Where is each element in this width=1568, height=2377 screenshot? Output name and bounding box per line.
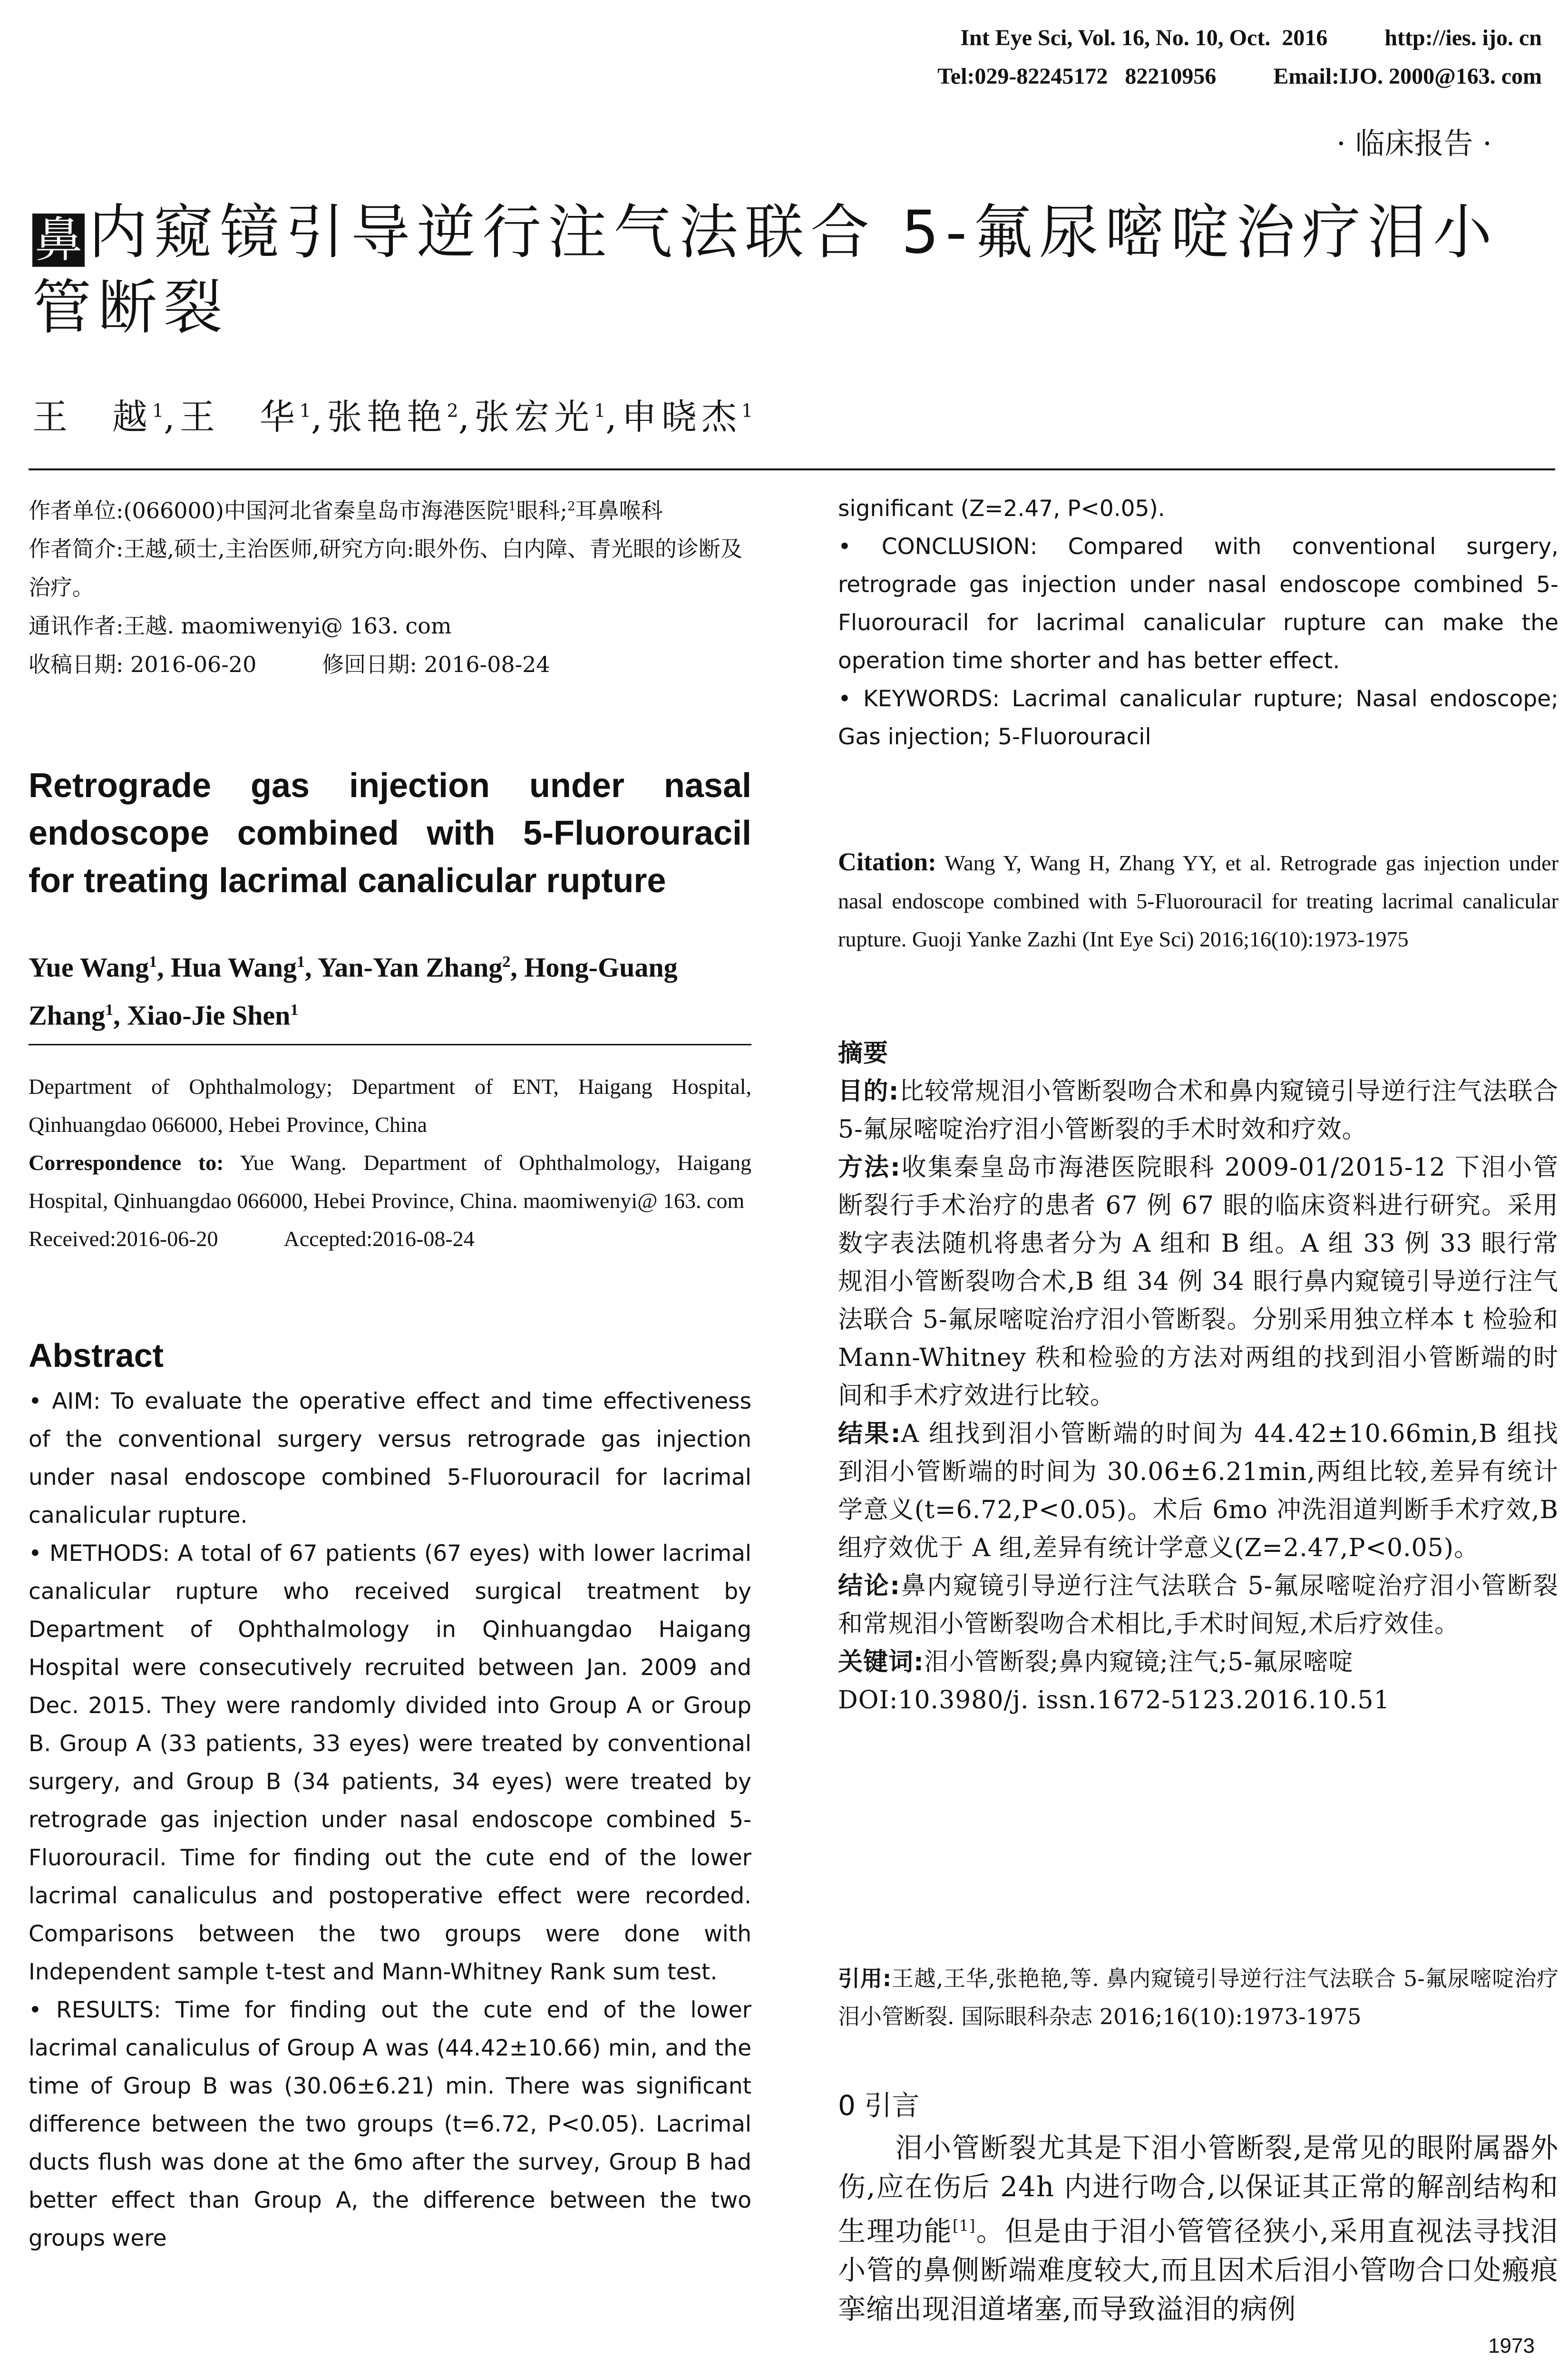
abstract-cn-result: 结果:A 组找到泪小管断端的时间为 44.42±10.66min,B 组找到泪小管断端的时间为 30.06±6.21min,两组比较,差异有统计学意义(t=6.72,P<0.05)。术后 6mo 冲洗泪道判断手术疗效,B 组疗效优于 A 组,差异有统计学意义(Z=2.47,P<0.05)。 bbox=[838, 1420, 1558, 1562]
title-first-char: 鼻 bbox=[32, 214, 85, 267]
abstract-aim: • AIM: To evaluate the operative effect and time effectiveness of the conventional surgery versus retrograde gas injection under nasal endoscope combined 5-Fluorouracil for lacrimal canalicular rupture. bbox=[29, 1388, 751, 1529]
abstract-cn bbox=[838, 1034, 1558, 1719]
intro-paragraph: 泪小管断裂尤其是下泪小管断裂,是常见的眼附属器外伤,应在伤后 24h 内进行吻合,以保证其正常的解剖结构和生理功能[1]。但是由于泪小管管径狭小,采用直视法寻找泪小管的鼻侧断端难度较大,而且因术后泪小管吻合口处瘢痕挛缩出现泪道堵塞,而导致溢泪的病例 bbox=[838, 2132, 1558, 2326]
author-en: Hong-Guang Zhang bbox=[29, 952, 678, 1031]
abstract-results-cont: significant (Z=2.47, P<0.05). bbox=[838, 496, 1165, 522]
intro-ref: [1] bbox=[953, 2217, 976, 2235]
received-en: Received:2016-06-20 Accepted:2016-08-24 bbox=[29, 1227, 475, 1251]
contact-info-line: Tel:029-82245172 82210956 Email:IJO. 2000@163. com bbox=[937, 64, 1542, 89]
correspondence-en: Correspondence to: Yue Wang. Department of Ophthalmology, Haigang Hospital, Qinhuangdao 066000, Hebei Province, China. maomiwenyi@ 163. com bbox=[29, 1150, 751, 1213]
citation-cn bbox=[838, 1959, 1558, 2036]
author-sup: 1 bbox=[741, 400, 753, 421]
abstract-body-right bbox=[838, 490, 1558, 756]
abstract-methods: • METHODS: A total of 67 patients (67 eyes) with lower lacrimal canalicular rupture who received surgical treatment by Department of Ophthalmology in Qinhuangdao Haigang Hospital were consecutively recruited between Jan. 2009 and Dec. 2015. They were randomly divided into Group A or Group B. Group A (33 patients, 33 eyes) were treated by conventional surgery, and Group B (34 patients, 34 eyes) were treated by retrograde gas injection under nasal endoscope combined 5-Fluorouracil. Time for finding out the cute end of the lower lacrimal canaliculus and postoperative effect were recorded. Comparisons between the two groups were done with Independent sample t-test and Mann-Whitney Rank sum test. bbox=[29, 1540, 751, 1985]
abstract-cn-conclusion: 结论:鼻内窥镜引导逆行注气法联合 5-氟尿嘧啶治疗泪小管断裂和常规泪小管断裂吻合术相比,手术时间短,术后疗效佳。 bbox=[838, 1572, 1559, 1638]
abstract-keywords: • KEYWORDS: Lacrimal canalicular rupture; Nasal endoscope; Gas injection; 5-Fluorouracil bbox=[838, 686, 1558, 750]
author-info-cn bbox=[29, 487, 751, 684]
doi: DOI:10.3980/j. issn.1672-5123.2016.10.51 bbox=[838, 1686, 1390, 1715]
journal-info-line: Int Eye Sci, Vol. 16, No. 10, Oct. 2016 http://ies. ijo. cn bbox=[960, 25, 1542, 50]
author-sup: 1 bbox=[299, 400, 311, 421]
abstract-results: • RESULTS: Time for finding out the cute end of the lower lacrimal canaliculus of Group A was (44.42±10.66) min, and the time of Group B was (30.06±6.21) min. There was significant difference between the two groups (t=6.72, P<0.05). Lacrimal ducts flush was done at the 6mo after the survey, Group B had better effect than Group A, the difference between the two groups were bbox=[29, 1997, 751, 2251]
author-cn: 张宏光 bbox=[474, 397, 594, 438]
abstract-cn-keywords: 关键词:泪小管断裂;鼻内窥镜;注气;5-氟尿嘧啶 bbox=[838, 1648, 1354, 1676]
author-en: Yan-Yan Zhang bbox=[317, 952, 503, 983]
affiliation-divider bbox=[29, 1044, 751, 1045]
author-en: Xiao-Jie Shen bbox=[127, 1000, 291, 1031]
dates-cn: 收稿日期: 2016-06-20 修回日期: 2016-08-24 bbox=[29, 652, 550, 678]
abstract-cn-purpose: 目的:比较常规泪小管断裂吻合术和鼻内窥镜引导逆行注气法联合 5-氟尿嘧啶治疗泪小管断裂的手术时效和疗效。 bbox=[838, 1077, 1558, 1144]
abstract-heading: Abstract bbox=[29, 1337, 164, 1374]
author-cn: 王 越 bbox=[32, 397, 152, 438]
affiliation-en: Department of Ophthalmology; Department of ENT, Haigang Hospital, Qinhuangdao 066000, Hebei Province, China bbox=[29, 1074, 751, 1137]
article-title bbox=[32, 195, 1545, 345]
abstract-cn-heading: 摘要 bbox=[838, 1039, 889, 1068]
author-sup: 2 bbox=[447, 400, 458, 421]
section-tag: · 临床报告 · bbox=[1336, 126, 1492, 161]
abstract-body-left bbox=[29, 1383, 751, 2258]
cite-cn-label: 引用: bbox=[838, 1966, 892, 1991]
citation-text: Wang Y, Wang H, Zhang YY, et al. Retrograde gas injection under nasal endoscope combined with 5-Fluorouracil for treating lacrimal canalicular rupture. Guoji Yanke Zazhi (Int Eye Sci) 2016;16(10):1973-1975 bbox=[838, 851, 1559, 951]
author-bio-cn: 作者简介:王越,硕士,主治医师,研究方向:眼外伤、白内障、青光眼的诊断及治疗。 bbox=[29, 536, 742, 601]
citation-label: Citation: bbox=[838, 848, 936, 876]
author-cn: 张艳艳 bbox=[327, 397, 447, 438]
citation-en bbox=[838, 843, 1558, 958]
authors-cn: 王 越$^1$,王 华$^1$,张艳艳$^2$,张宏光$^1$,申晓杰$^1$ bbox=[32, 397, 753, 438]
authors-en: Yue Wang$^1$, Hua Wang$^1$, Yan-Yan Zhang$^2$, Hong-Guang Zhang$^1$, Xiao-Jie Shen$^1$ bbox=[29, 952, 678, 1031]
author-sup: 1 bbox=[594, 400, 606, 421]
abstract-cn-method: 方法:收集秦皇岛市海港医院眼科 2009-01/2015-12 下泪小管断裂行手术治疗的患者 67 例 67 眼的临床资料进行研究。采用数字表法随机将患者分为 A 组和 B 组。A 组 33 例 33 眼行常规泪小管断裂吻合术,B 组 34 例 34 眼行鼻内窥镜引导逆行注气法联合 5-氟尿嘧啶治疗泪小管断裂。分别采用独立样本 t 检验和 Mann-Whitney 秩和检验的方法对两组的找到泪小管断端的时间和手术疗效进行比较。 bbox=[838, 1153, 1558, 1410]
english-title: Retrograde gas injection under nasal endoscope combined with 5-Fluorouracil for treating lacrimal canalicular rupture bbox=[29, 767, 751, 900]
abstract-conclusion: • CONCLUSION: Compared with conventional surgery, retrograde gas injection under nasal endoscope combined 5-Fluorouracil for lacrimal canalicular rupture can make the operation time shorter and has better effect. bbox=[838, 534, 1558, 674]
author-cn: 申晓杰 bbox=[621, 397, 741, 438]
correspondence-cn: 通讯作者:王越. maomiwenyi@ 163. com bbox=[29, 613, 452, 639]
intro-heading: 0 引言 bbox=[838, 2089, 920, 2122]
affiliation-cn: 作者单位:(066000)中国河北省秦皇岛市海港医院$^1$眼科;$^2$耳鼻喉科 bbox=[29, 497, 663, 524]
author-sup: 1 bbox=[152, 400, 164, 421]
cite-cn-text: 王越,王华,张艳艳,等. 鼻内窥镜引导逆行注气法联合 5-氟尿嘧啶治疗泪小管断裂. 国际眼科杂志 2016;16(10):1973-1975 bbox=[838, 1966, 1558, 2029]
affiliation-block-en bbox=[29, 1068, 751, 1258]
page-number: 1973 bbox=[1488, 2334, 1535, 2358]
author-cn: 王 华 bbox=[179, 397, 300, 438]
author-en: Yue Wang bbox=[29, 952, 149, 983]
author-en: Hua Wang bbox=[171, 952, 297, 983]
title-text: 内窥镜引导逆行注气法联合 5-氟尿嘧啶治疗泪小管断裂 bbox=[32, 198, 1499, 342]
header-divider bbox=[29, 468, 1555, 470]
